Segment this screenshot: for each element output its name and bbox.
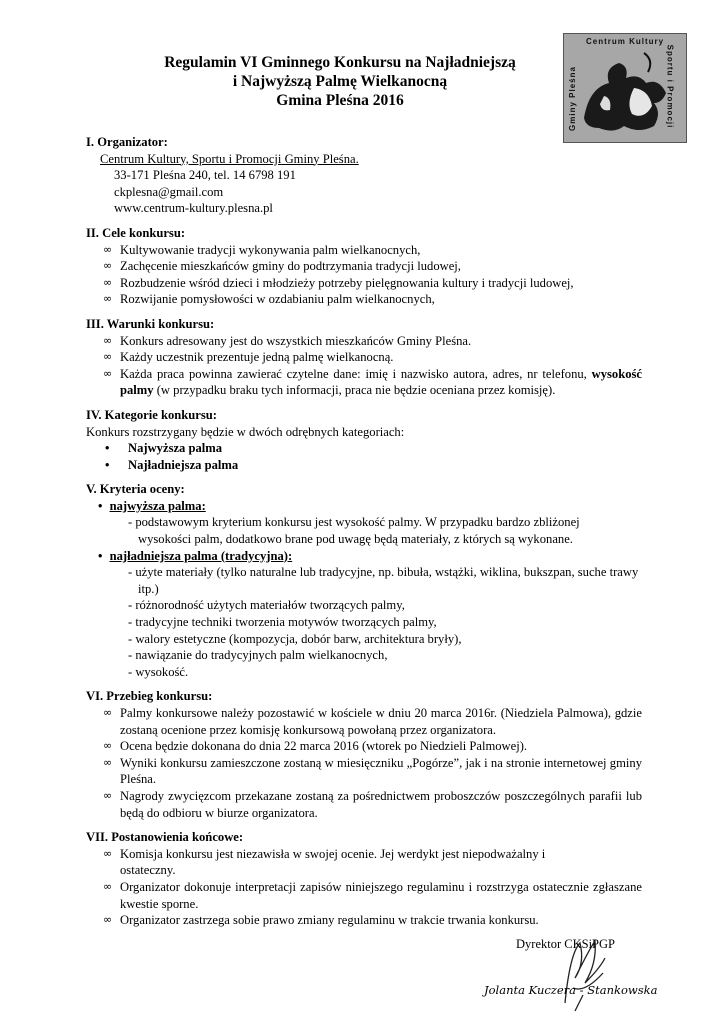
list-item: ∞ Każdy uczestnik prezentuje jedną palmę wielkanocną.	[86, 349, 642, 366]
criteria-line: - walory estetyczne (kompozycja, dobór barw, architektura bryły),	[128, 631, 462, 646]
criteria-body	[86, 514, 642, 547]
item-text: (w przypadku braku tych informacji, praca nie będzie oceniana przez komisję).	[153, 383, 556, 398]
criteria-head: • najwyższa palma:	[98, 498, 206, 513]
categories-intro: Konkurs rozstrzygany będzie w dwóch odrębnych kategoriach:	[86, 424, 405, 439]
title-line-3: Gmina Pleśna 2016	[276, 92, 404, 109]
organizer-name: Centrum Kultury, Sportu i Promocji Gminy Pleśna.	[100, 151, 359, 166]
list-item: ∞ Nagrody zwycięzcom przekazane zostaną za pośrednictwem proboszczów poszczególnych parafii lub będą do odbioru w biurze organizatora.	[86, 788, 642, 821]
logo-text-left: Gminy Pleśna	[567, 66, 577, 131]
list-item: ∞ Kultywowanie tradycji wykonywania palm wielkanocnych,	[86, 242, 642, 259]
list-item: ∞ Organizator dokonuje interpretacji zapisów niniejszego regulaminu i rozstrzyga ostatecznie zgłaszane kwestie sporne.	[86, 879, 642, 912]
list-item	[86, 366, 642, 399]
section-categories	[86, 407, 642, 473]
list-item: ∞ Organizator zastrzega sobie prawo zmiany regulaminu w trakcie trwania konkursu.	[86, 912, 642, 929]
signature-role: Dyrektor CKSiPGP	[516, 937, 615, 951]
section-heading: V. Kryteria oceny:	[86, 482, 185, 497]
title-line-2: i Najwyższą Palmę Wielkanocną	[232, 73, 448, 90]
category-item: • Najładniejsza palma	[86, 457, 642, 474]
section-heading: IV. Kategorie konkursu:	[86, 407, 217, 422]
section-heading: III. Warunki konkursu:	[86, 316, 215, 331]
criteria-line: wysokości palm, dodatkowo brane pod uwagę będą materiały, z których są wykonane.	[138, 532, 573, 547]
title-line-1: Regulamin VI Gminnego Konkursu na Najładniejszą	[164, 54, 516, 71]
list-item: ∞ Konkurs adresowany jest do wszystkich mieszkańców Gminy Pleśna.	[86, 333, 642, 350]
criteria-line: - wysokość.	[128, 664, 189, 679]
criteria-label: najwyższa palma:	[109, 498, 206, 513]
section-organizer	[86, 134, 642, 217]
criteria-line: - różnorodność użytych materiałów tworzących palmy,	[128, 598, 405, 613]
section-criteria	[86, 481, 642, 680]
section-heading: I. Organizator:	[86, 135, 168, 149]
section-conditions	[86, 316, 642, 399]
criteria-label: najładniejsza palma (tradycyjna):	[109, 548, 293, 563]
list-item: ∞ Ocena będzie dokonana do dnia 22 marca 2016 (wtorek po Niedzieli Palmowej).	[86, 738, 642, 755]
section-final-provisions	[86, 829, 642, 929]
section-heading: VI. Przebieg konkursu:	[86, 689, 213, 704]
list-item: ∞ Rozbudzenie wśród dzieci i młodzieży potrzeby pielęgnowania kultury i tradycji ludowej,	[86, 275, 642, 292]
section-heading: II. Cele konkursu:	[86, 225, 186, 240]
signature-name: Jolanta Kuczera - Stankowska	[484, 983, 658, 997]
criteria-head: • najładniejsza palma (tradycyjna):	[98, 548, 293, 563]
section-heading: VII. Postanowienia końcowe:	[86, 830, 244, 845]
criteria-line: - tradycyjne techniki tworzenia motywów tworzących palmy,	[128, 615, 437, 630]
criteria-line: - użyte materiały (tylko naturalne lub tradycyjne, np. bibuła, wstążki, wiklina, bukszpan, suche trawy itp.)	[128, 565, 639, 596]
list-item: ∞ Rozwijanie pomysłowości w ozdabianiu palm wielkanocnych,	[86, 291, 642, 308]
list-item: ∞ Komisja konkursu jest niezawisła w swojej ocenie. Jej werdykt jest niepodważalny i ostateczny.	[86, 846, 642, 879]
organizer-email: ckplesna@gmail.com	[114, 184, 224, 199]
item-text-bold: wysokość palmy	[120, 366, 643, 398]
list-item: ∞ Zachęcenie mieszkańców gminy do podtrzymania tradycji ludowej,	[86, 258, 642, 275]
logo-figure-icon	[574, 48, 674, 136]
logo-text-top: Centrum Kultury	[586, 37, 665, 46]
list-item: ∞ Palmy konkursowe należy pozostawić w kościele w dniu 20 marca 2016r. (Niedziela Palmowa), gdzie zostaną ocenione przez komisję konkursową powołaną przez organizatora.	[86, 705, 642, 738]
document-title	[120, 53, 560, 110]
handwritten-signature-icon	[545, 933, 625, 1013]
item-text: Każda praca powinna zawierać czytelne dane: imię i nazwisko autora, adres, nr telefonu,	[120, 366, 587, 381]
organizer-logo	[563, 33, 687, 143]
section-goals	[86, 225, 642, 308]
organizer-website: www.centrum-kultury.plesna.pl	[114, 201, 273, 216]
criteria-line: - podstawowym kryterium konkursu jest wysokość palmy. W przypadku bardzo zbliżonej	[128, 515, 580, 530]
logo-text-right: Sportu i Promocji	[665, 44, 675, 129]
section-procedure	[86, 688, 642, 821]
category-item: • Najwyższa palma	[86, 440, 642, 457]
organizer-address: 33-171 Pleśna 240, tel. 14 6798 191	[114, 168, 296, 183]
list-item: ∞ Wyniki konkursu zamieszczone zostaną w miesięczniku „Pogórze”, jak i na stronie internetowej gminy Pleśna.	[86, 755, 642, 788]
regulations-body	[86, 134, 642, 937]
criteria-body	[86, 564, 642, 680]
criteria-line: - nawiązanie do tradycyjnych palm wielkanocnych,	[128, 648, 388, 663]
